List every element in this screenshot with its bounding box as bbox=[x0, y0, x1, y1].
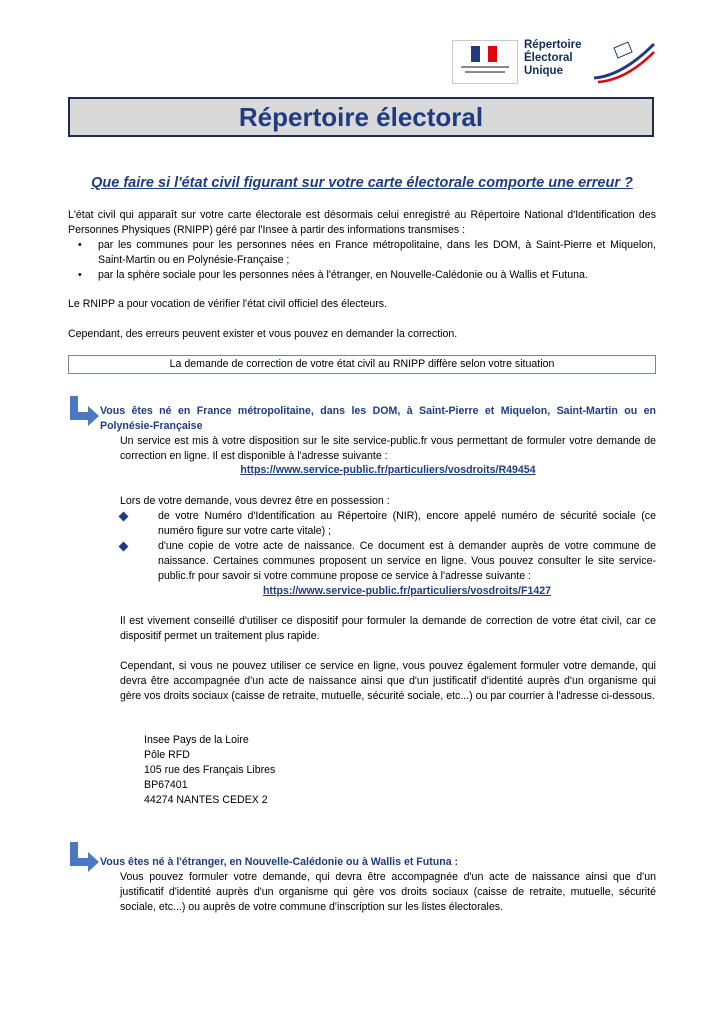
logo-text: Répertoire Électoral Unique bbox=[524, 39, 582, 77]
service-public-link-r49454[interactable]: https://www.service-public.fr/particuliers/vosdroits/R49454 bbox=[240, 464, 536, 476]
intro-block bbox=[68, 208, 656, 283]
section-1-advice: Il est vivement conseillé d'utiliser ce dispositif pour formuler la demande de correction de votre état civil, car ce dispositif permet un traitement plus rapide. bbox=[120, 615, 656, 642]
insee-address: Insee Pays de la Loire Pôle RFD 105 rue des Français Libres BP67401 44274 NANTES CEDEX 2 bbox=[144, 734, 276, 806]
section-2-heading: Vous êtes né à l'étranger, en Nouvelle-Calédonie ou à Wallis et Futuna : bbox=[100, 856, 459, 868]
list-item: • par les communes pour les personnes nées en France métropolitaine, dans les DOM, à Saint-Pierre et Miquelon, Saint-Martin ou en Polynésie-Française ; bbox=[78, 239, 656, 266]
republique-francaise-logo bbox=[452, 40, 518, 84]
arrow-right-icon bbox=[68, 396, 100, 430]
situation-banner: La demande de correction de votre état civil au RNIPP diffère selon votre situation bbox=[68, 355, 656, 374]
subtitle: Que faire si l'état civil figurant sur votre carte électorale comporte une erreur ? bbox=[91, 175, 633, 191]
section-1-item-acte: d'une copie de votre acte de naissance. Ce document est à demander auprès de votre commune de naissance. Certaines communes proposent un service en ligne. Vous pouvez consulter le site service-public.fr pour savoir si votre commune propose ce service à l'adresse suivante : bbox=[120, 539, 656, 584]
swoosh-icon bbox=[592, 38, 656, 84]
service-public-link-f1427[interactable]: https://www.service-public.fr/particuliers/vosdroits/F1427 bbox=[262, 585, 552, 597]
section-2-body: Vous pouvez formuler votre demande, qui devra être accompagnée d'un acte de naissance ainsi que d'un justificatif d'identité auprès d'un organisme qui gère vos droits sociaux (caisse de retraite, mutuelle, sécurité sociale, etc...) ou auprès de votre commune d'inscription sur les listes électorales. bbox=[120, 871, 656, 913]
intro-paragraph: L'état civil qui apparaît sur votre carte électorale est désormais celui enregistré au Répertoire National d'Identification des Personnes Physiques (RNIPP) géré par l'Insee à partir des informations transmises : bbox=[68, 209, 656, 236]
page-title: Répertoire électoral bbox=[238, 102, 484, 132]
french-flag-icon bbox=[471, 46, 497, 62]
list-item: • par la sphère sociale pour les personnes nées à l'étranger, en Nouvelle-Calédonie ou à Wallis et Futuna. bbox=[78, 269, 588, 281]
section-1-possession: Lors de votre demande, vous devrez être en possession : bbox=[120, 495, 390, 507]
section-1-item-nir: de votre Numéro d'Identification au Répertoire (NIR), encore appelé numéro de sécurité sociale (ce numéro figure sur votre carte vitale) ; bbox=[120, 509, 656, 539]
section-1-heading: Vous êtes né en France métropolitaine, dans les DOM, à Saint-Pierre et Miquelon, Saint-Martin ou en Polynésie-Française bbox=[100, 405, 656, 432]
page-title-box bbox=[68, 97, 654, 137]
rnipp-paragraph: Le RNIPP a pour vocation de vérifier l'état civil officiel des électeurs. bbox=[68, 298, 388, 310]
arrow-right-icon bbox=[68, 842, 100, 876]
bullet-icon: • bbox=[78, 239, 82, 251]
section-1-intro: Un service est mis à votre disposition sur le site service-public.fr vous permettant de formuler votre demande de correction en ligne. Il est disponible à l'adresse suivante : bbox=[120, 435, 656, 462]
errors-paragraph: Cependant, des erreurs peuvent exister et vous pouvez en demander la correction. bbox=[68, 328, 458, 340]
bullet-icon: • bbox=[78, 269, 82, 281]
reu-logo bbox=[452, 38, 652, 84]
section-1-alternative: Cependant, si vous ne pouvez utiliser ce service en ligne, vous pouvez également formuler votre demande, qui devra être accompagnée d'un acte de naissance ainsi que d'un justificatif d'identité auprès d'un organisme qui gère vos droits sociaux (caisse de retraite, mutuelle, sécurité sociale, etc...) ou par courrier à l'adresse ci-dessous. bbox=[120, 660, 656, 702]
